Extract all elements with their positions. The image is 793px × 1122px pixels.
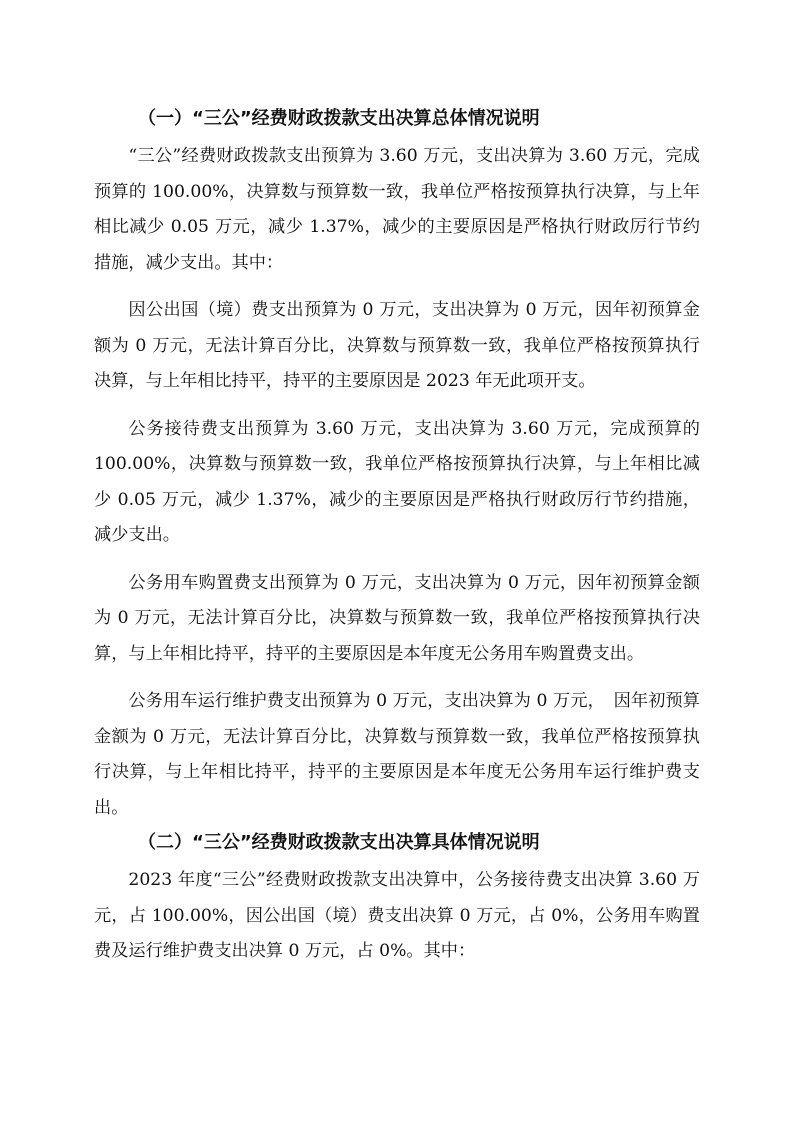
section-1-paragraph-overseas-travel: 因公出国（境）费支出预算为 0 万元，支出决算为 0 万元，因年初预算金额为 0 万元，无法计算百分比，决算数与预算数一致，我单位严格按预算执行决算，与上年相比持平，持平的主要原因是 2023 年无此项开支。 <box>94 300 700 391</box>
document-body <box>94 104 700 970</box>
section-2-heading: （二）“三公”经费财政拨款支出决算具体情况说明 <box>138 832 540 853</box>
section-2-paragraph-details: 2023 年度“三公”经费财政拨款支出决算中，公务接待费支出决算 3.60 万元，占 100.00%，因公出国（境）费支出决算 0 万元，占 0%，公务用车购置费及运行维护费支出决算 0 万元，占 0%。其中： <box>94 870 700 961</box>
section-1-heading: （一）“三公”经费财政拨款支出决算总体情况说明 <box>138 108 540 129</box>
section-1-paragraph-vehicle-purchase: 公务用车购置费支出预算为 0 万元，支出决算为 0 万元，因年初预算金额为 0 万元，无法计算百分比，决算数与预算数一致，我单位严格按预算执行决算，与上年相比持平，持平的主要原因是本年度无公务用车购置费支出。 <box>94 572 700 664</box>
section-1-paragraph-reception: 公务接待费支出预算为 3.60 万元，支出决算为 3.60 万元，完成预算的 100.00%，决算数与预算数一致，我单位严格按预算执行决算，与上年相比减少 0.05 万元，减少 1.37%，减少的主要原因是严格执行财政厉行节约措施，减少支出。 <box>94 418 700 545</box>
section-1-paragraph-summary: “三公”经费财政拨款支出预算为 3.60 万元，支出决算为 3.60 万元，完成预算的 100.00%，决算数与预算数一致，我单位严格按预算执行决算，与上年相比减少 0.05 万元，减少 1.37%，减少的主要原因是严格执行财政厉行节约措施，减少支出。其中： <box>94 146 700 273</box>
section-1-paragraph-vehicle-maintenance: 公务用车运行维护费支出预算为 0 万元，支出决算为 0 万元， 因年初预算金额为 0 万元，无法计算百分比，决算数与预算数一致，我单位严格按预算执行决算，与上年相比持平，持平的主要原因是本年度无公务用车运行维护费支出。 <box>94 691 700 818</box>
